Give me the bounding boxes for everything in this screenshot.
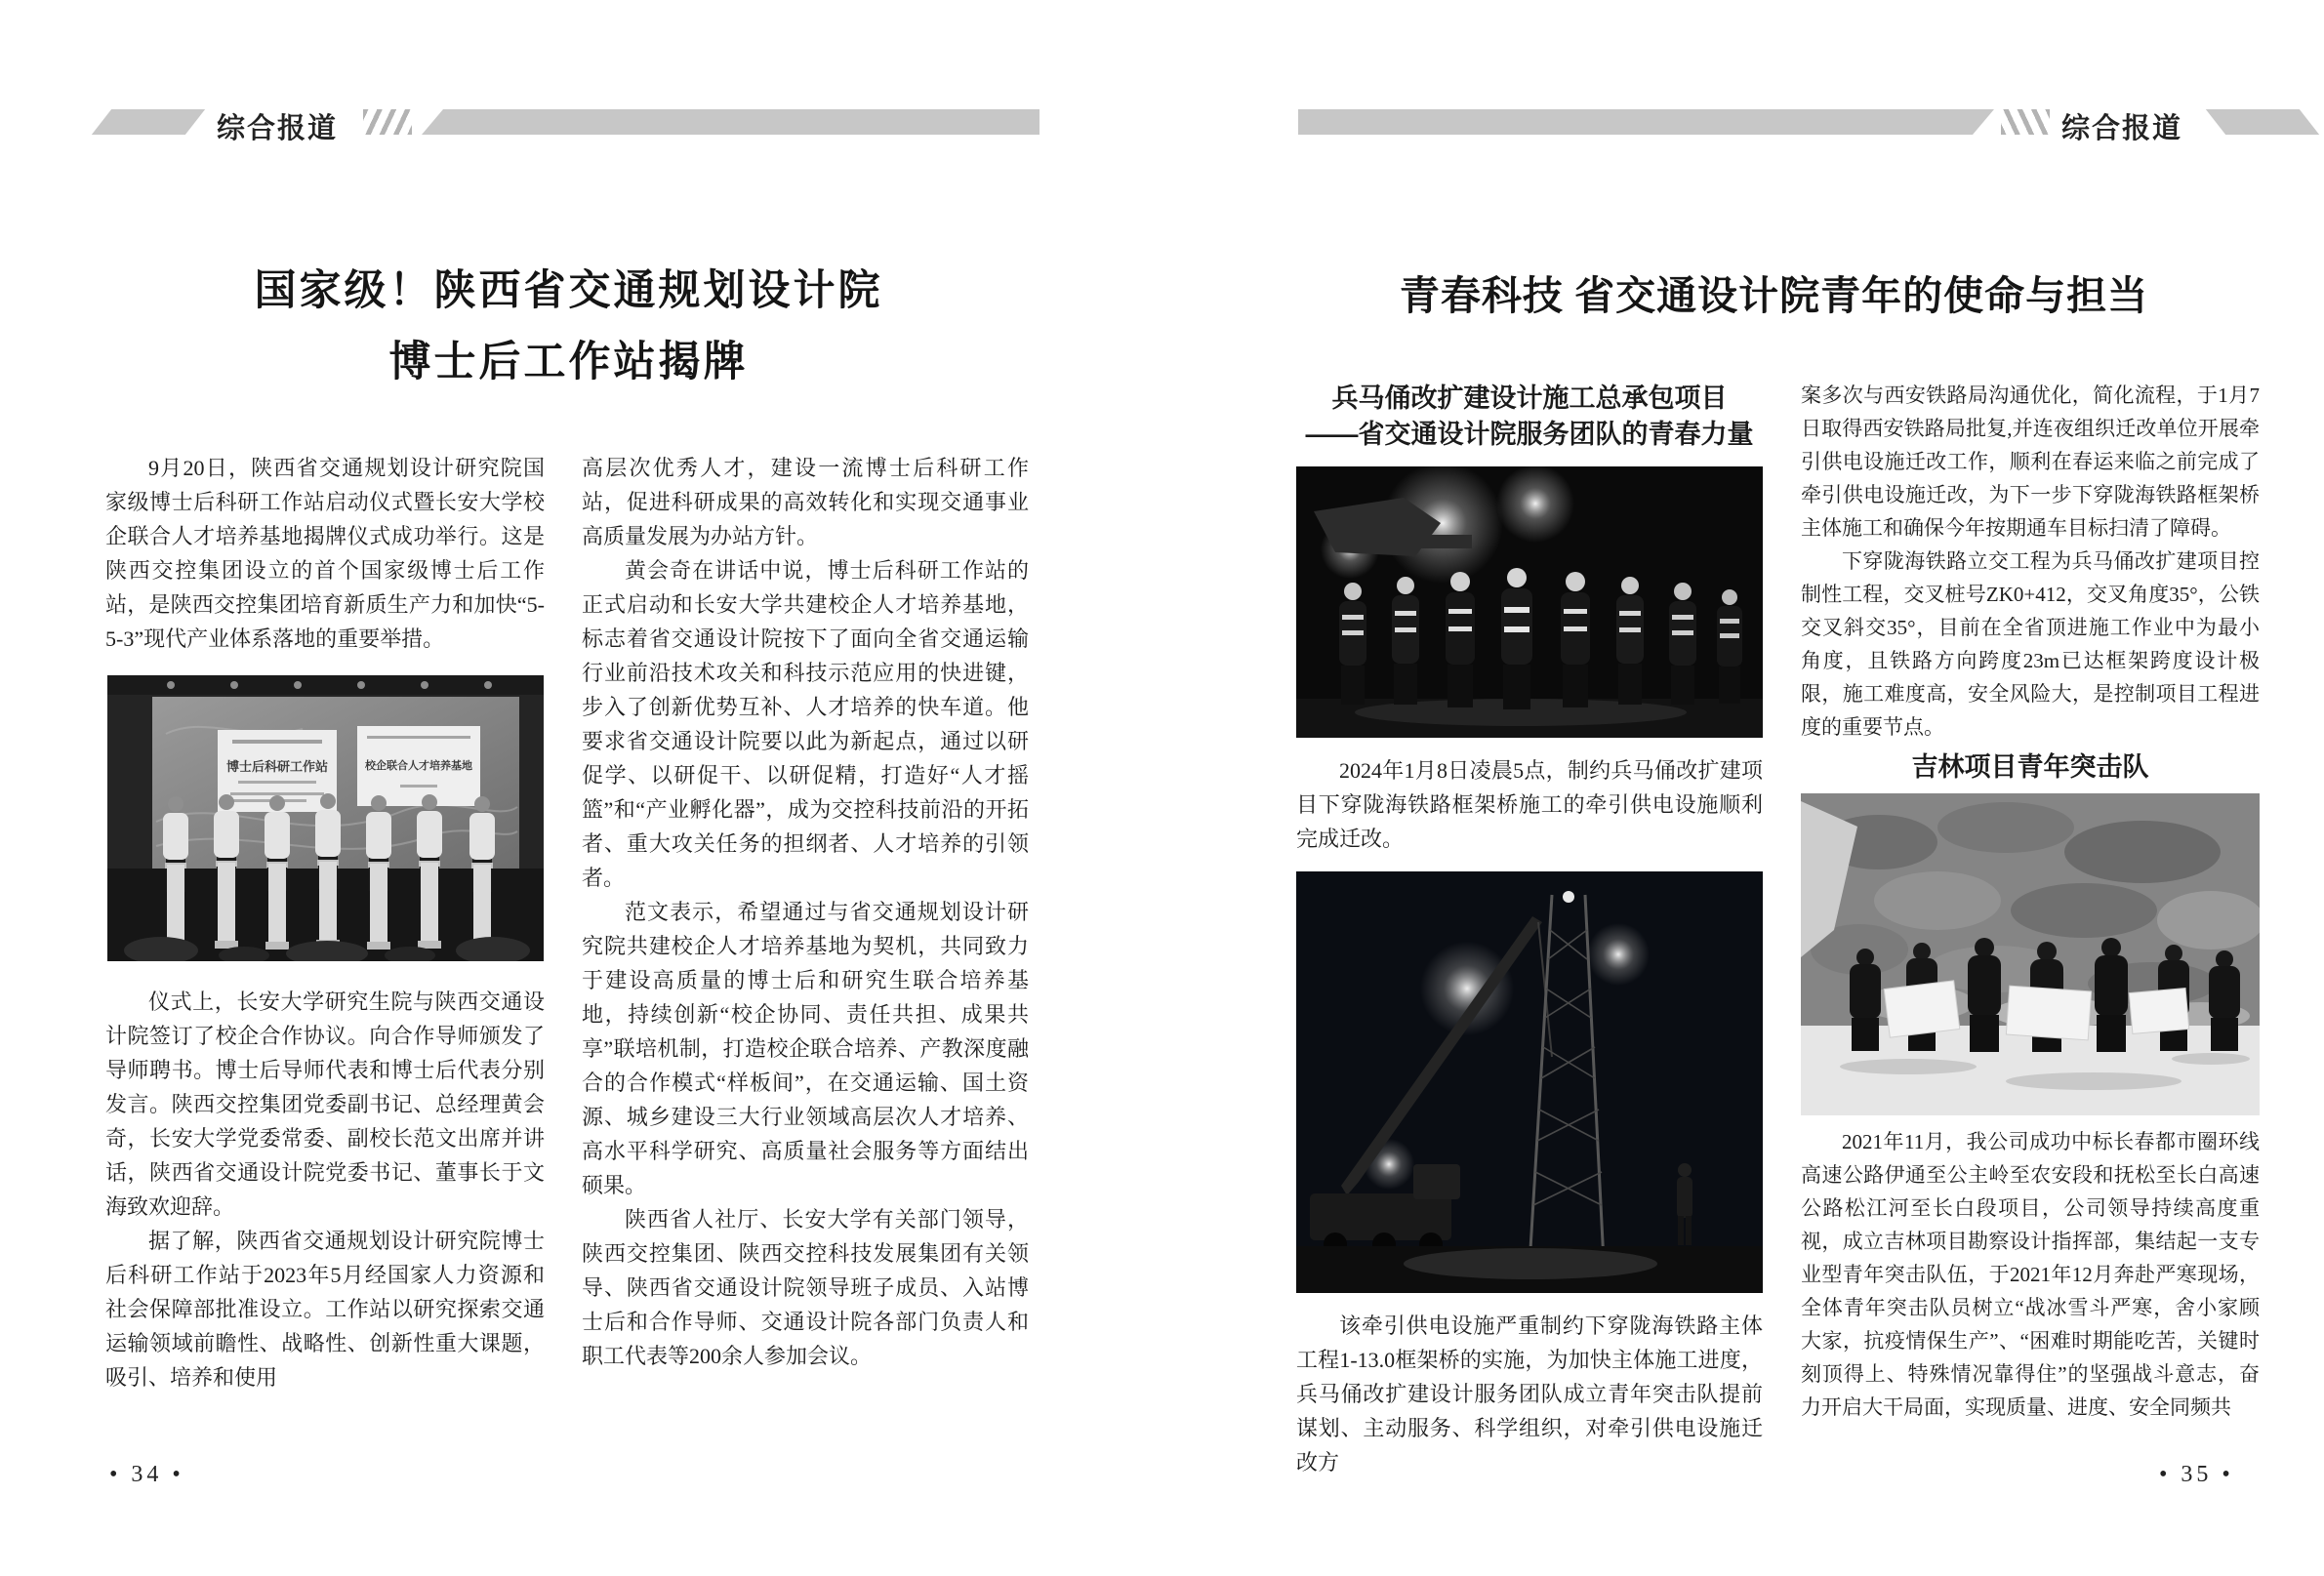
subheading-line2: ——省交通设计院服务团队的青春力量 (1305, 420, 1754, 449)
paragraph: 下穿陇海铁路立交工程为兵马俑改扩建项目控制性工程，交叉桩号ZK0+412，交叉角度35°，公铁交叉斜交35°，目前在全省顶进施工作业中为最小角度，且铁路方向跨度23m已达框架跨度设计极限，施工难度高，安全风险大，是控制项目工程进度的重要节点。 (1801, 549, 2260, 739)
page-number-left: • 34 • (109, 1462, 184, 1487)
header-parallelogram (2206, 109, 2319, 135)
section-label: 综合报道 (2061, 113, 2183, 144)
night-crane-photo (1296, 871, 1763, 1293)
left-column-1 (105, 451, 545, 1394)
card2-text: 校企联合人才培养基地 (364, 760, 472, 772)
paragraph: 9月20日，陕西省交通规划设计研究院国家级博士后科研工作站启动仪式暨长安大学校企联合人才培养基地揭牌仪式成功举行。这是陕西交控集团设立的首个国家级博士后工作站，是陕西交控集团培育新质生产力和加快“5-5-3”现代产业体系落地的重要举措。 (105, 456, 545, 651)
paragraph: 仪式上，长安大学研究生院与陕西交通设计院签订了校企合作协议。向合作导师颁发了导师聘书。博士后导师代表和博士后代表分别发言。陕西交控集团党委副书记、总经理黄会奇，长安大学党委常委、副校长范文出席并讲话，陕西省交通设计院党委书记、董事长于文海致欢迎辞。 (105, 990, 545, 1219)
article-title-line2: 博士后工作站揭牌 (388, 340, 749, 385)
page-number-right: • 35 • (2159, 1462, 2234, 1487)
right-page (1162, 0, 2324, 1576)
winter-survey-photo (1801, 793, 2260, 1115)
article-title-right: 青春科技 省交通设计院青年的使命与担当 (1399, 273, 2149, 318)
subheading-jilin: 吉林项目青年突击队 (1911, 752, 2149, 782)
paragraph: 该牵引供电设施严重制约下穿陇海铁路主体工程1-13.0框架桥的实施，为加快主体施工进度，兵马俑改扩建设计服务团队成立青年突击队提前谋划、主动服务、科学组织，对牵引供电设施迁改方 (1296, 1313, 1763, 1475)
night-crew-photo-frame (1296, 466, 1763, 738)
ceremony-photo (107, 675, 544, 961)
article-title-line1: 国家级！陕西省交通规划设计院 (254, 268, 883, 314)
night-crane-photo-frame (1296, 871, 1763, 1293)
section-label: 综合报道 (217, 113, 339, 144)
header-slashes-icon (363, 109, 412, 135)
header-bar (422, 109, 1040, 135)
subheading-line1: 兵马俑改扩建设计施工总承包项目 (1331, 384, 1728, 413)
paragraph-continuation: 高层次优秀人才，建设一流博士后科研工作站，促进科研成果的高效转化和实现交通事业高质量发展为办站方针。 (582, 456, 1029, 548)
paragraph: 2024年1月8日凌晨5点，制约兵马俑改扩建项目下穿陇海铁路框架桥施工的牵引供电设施顺利完成迁改。 (1296, 758, 1763, 851)
ceremony-photo-frame (105, 675, 545, 961)
right-column-1 (1296, 381, 1763, 1479)
card1-text: 博士后科研工作站 (225, 759, 328, 774)
header-slashes-icon (2001, 109, 2050, 135)
paragraph: 陕西省人社厅、长安大学有关部门领导，陕西交控集团、陕西交控科技发展集团有关领导、陕西省交通设计院领导班子成员、入站博士后和合作导师、交通设计院各部门负责人和职工代表等200余人参加会议。 (582, 1207, 1029, 1368)
left-column-2 (582, 451, 1029, 1373)
article-title-left (107, 256, 1030, 398)
paragraph: 据了解，陕西省交通规划设计研究院博士后科研工作站于2023年5月经国家人力资源和社会保障部批准设立。工作站以研究探索交通运输领域前瞻性、战略性、创新性重大课题，吸引、培养和使用 (105, 1229, 545, 1390)
header-parallelogram (92, 109, 205, 135)
paragraph-continuation: 案多次与西安铁路局沟通优化，简化流程，于1月7日取得西安铁路局批复,并连夜组织迁改单位开展牵引供电设施迁改工作，顺利在春运来临之前完成了牵引供电设施迁改，为下一步下穿陇海铁路框架桥主体施工和确保今年按期通车目标扫清了障碍。 (1801, 384, 2260, 540)
winter-survey-photo-frame (1801, 793, 2260, 1115)
paragraph: 2021年11月，我公司成功中标长春都市圈环线高速公路伊通至公主岭至农安段和抚松至长白高速公路松江河至长白段项目，公司领导持续高度重视，成立吉林项目勘察设计指挥部，集结起一支专业型青年突击队伍，于2021年12月奔赴严寒现场，全体青年突击队员树立“战冰雪斗严寒，舍小家顾大家，抗疫情保生产”、“困难时期能吃苦，关键时刻顶得上、特殊情况靠得住”的坚强战斗意志，奋力开启大干局面，实现质量、进度、安全同频共 (1801, 1130, 2260, 1419)
night-crew-photo (1296, 466, 1763, 738)
header-bar (1298, 109, 1994, 135)
right-column-2 (1801, 379, 2260, 1424)
paragraph: 黄会奇在讲话中说，博士后科研工作站的正式启动和长安大学共建校企人才培养基地，标志着省交通设计院按下了面向全省交通运输行业前沿技术攻关和科技示范应用的快进键，步入了创新优势互补、人才培养的快车道。他要求省交通设计院要以此为新起点，通过以研促学、以研促干、以研促精，打造好“人才摇篮”和“产业孵化器”，成为交控科技前沿的开拓者、重大攻关任务的担纲者、人才培养的引领者。 (582, 558, 1029, 890)
paragraph: 范文表示，希望通过与省交通规划设计研究院共建校企人才培养基地为契机，共同致力于建设高质量的博士后和研究生联合培养基地，持续创新“校企协同、责任共担、成果共享”联培机制，打造校企联合培养、产教深度融合的合作模式“样板间”，在交通运输、国土资源、城乡建设三大行业领域高层次人才培养、高水平科学研究、高质量社会服务等方面结出硕果。 (582, 900, 1029, 1197)
screen-card-base (357, 726, 480, 806)
tower-beacon-light (1563, 891, 1574, 903)
